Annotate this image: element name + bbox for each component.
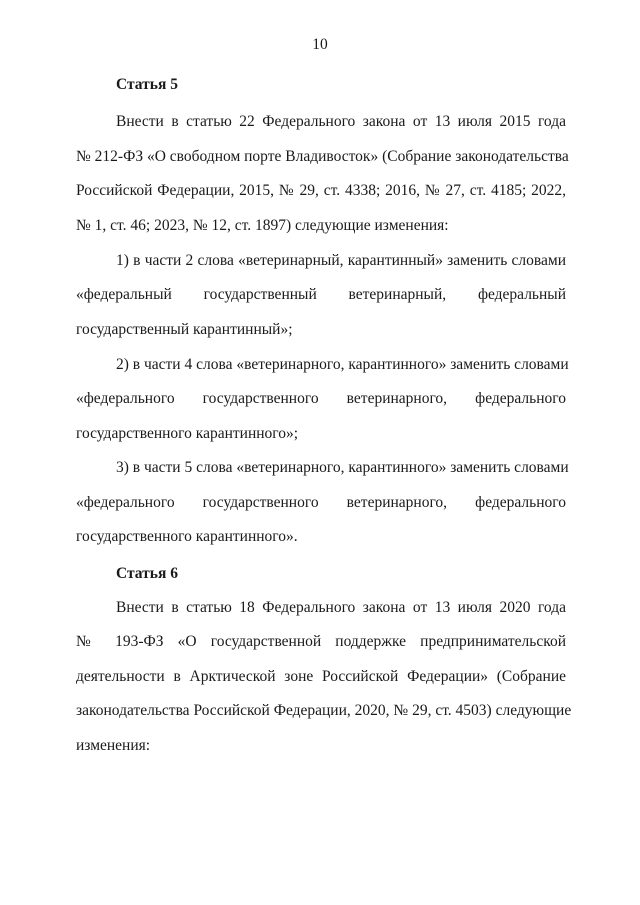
article-5-item-2-line: «федерального государственного ветеринарного, федерального — [76, 390, 566, 407]
article-6-intro-line: изменения: — [76, 737, 151, 754]
article-5-intro-line: Внести в статью 22 Федерального закона от 13 июля 2015 года — [116, 113, 566, 130]
article-5-intro-line: Российской Федерации, 2015, № 29, ст. 4338; 2016, № 27, ст. 4185; 2022, — [76, 182, 566, 199]
article-5-item-2-line: 2) в части 4 слова «ветеринарного, карантинного» заменить словами — [116, 356, 569, 373]
article-6-intro-line: деятельности в Арктической зоне Российской Федерации» (Собрание — [76, 668, 566, 685]
article-5-item-3-line: 3) в части 5 слова «ветеринарного, карантинного» заменить словами — [116, 459, 569, 476]
article-5-heading: Статья 5 — [116, 76, 178, 93]
article-5-intro-line: № 1, ст. 46; 2023, № 12, ст. 1897) следующие изменения: — [76, 217, 449, 234]
article-5-item-1-line: государственный карантинный»; — [76, 321, 293, 338]
article-5-item-1-line: 1) в части 2 слова «ветеринарный, карантинный» заменить словами — [116, 252, 566, 269]
page-number: 10 — [312, 36, 328, 53]
article-6-heading: Статья 6 — [116, 565, 178, 582]
article-5-item-3-line: государственного карантинного». — [76, 528, 298, 545]
article-6-intro-line: № 193-ФЗ «О государственной поддержке предпринимательской — [76, 633, 566, 650]
article-6-intro-line: законодательства Российской Федерации, 2020, № 29, ст. 4503) следующие — [76, 702, 572, 719]
article-6-intro-line: Внести в статью 18 Федерального закона от 13 июля 2020 года — [116, 599, 566, 616]
article-5-item-1-line: «федеральный государственный ветеринарный, федеральный — [76, 286, 566, 303]
article-5-intro-line: № 212-ФЗ «О свободном порте Владивосток» (Собрание законодательства — [76, 148, 569, 165]
article-5-item-2-line: государственного карантинного»; — [76, 425, 299, 442]
article-5-item-3-line: «федерального государственного ветеринарного, федерального — [76, 494, 566, 511]
